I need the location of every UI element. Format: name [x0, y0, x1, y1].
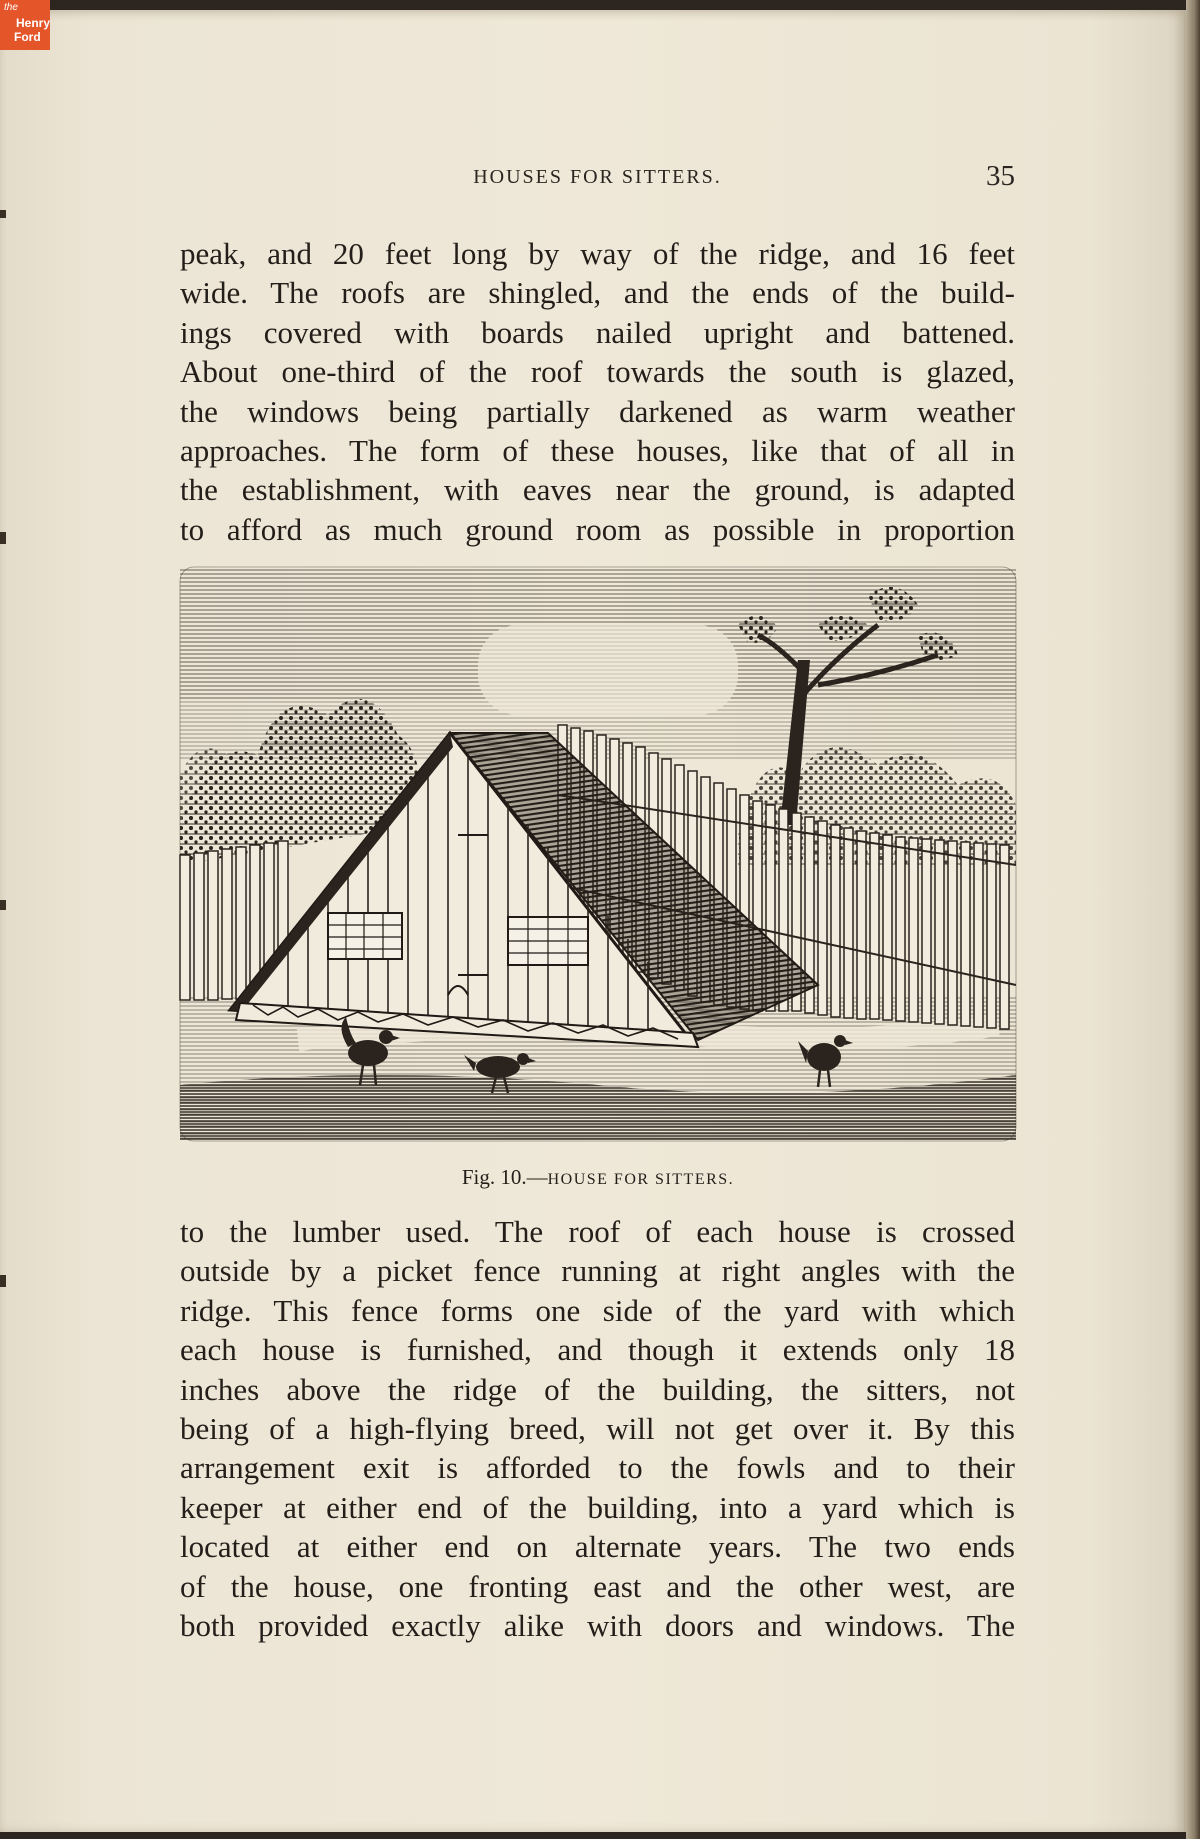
margin-mark: [0, 900, 6, 910]
text-line: to the lumber used. The roof of each house is crossed: [180, 1214, 1015, 1249]
logo-henry: Henry: [16, 16, 51, 30]
text-line: each house is furnished, and though it extends only 18: [180, 1332, 1015, 1368]
text-line: About one-third of the roof towards the south is glazed,: [180, 354, 1015, 390]
text-line: the establishment, with eaves near the ground, is adapted: [180, 472, 1015, 508]
text-line: peak, and 20 feet long by way of the ridge, and 16 feet: [180, 236, 1015, 271]
book-page: [0, 10, 1187, 1832]
page-number: 35: [986, 160, 1015, 192]
running-title: HOUSES FOR SITTERS.: [473, 166, 722, 188]
figure-house-for-sitters: [178, 565, 1018, 1189]
bottom-paragraph: [180, 1212, 1015, 1645]
text-line: being of a high-flying breed, will not get over it. By this: [180, 1411, 1015, 1447]
margin-mark: [0, 532, 6, 544]
text-line: both provided exactly alike with doors and windows. The: [180, 1608, 1015, 1644]
text-line: of the house, one fronting east and the other west, are: [180, 1568, 1015, 1604]
henry-ford-logo: [0, 0, 50, 50]
text-line: inches above the ridge of the building, the sitters, not: [180, 1371, 1015, 1407]
text-line: keeper at either end of the building, into a yard which is: [180, 1489, 1015, 1525]
text-line: approaches. The form of these houses, like that of all in: [180, 433, 1015, 469]
logo-the: the: [4, 2, 18, 13]
text-line: located at either end on alternate years. The two ends: [180, 1529, 1015, 1565]
text-line: the windows being partially darkened as warm weather: [180, 393, 1015, 429]
house-engraving-illustration: [178, 565, 1018, 1160]
caption-number: Fig. 10.—: [461, 1165, 548, 1189]
running-head: [180, 158, 1015, 198]
figure-caption: [178, 1165, 1018, 1190]
caption-title: HOUSE FOR SITTERS.: [547, 1171, 735, 1188]
top-paragraph: [180, 234, 1015, 549]
margin-mark: [0, 210, 6, 218]
logo-ford: Ford: [14, 30, 41, 44]
margin-mark: [0, 1275, 6, 1287]
text-line: to afford as much ground room as possible in proportion: [180, 511, 1015, 547]
text-line: outside by a picket fence running at right angles with the: [180, 1253, 1015, 1289]
text-line: wide. The roofs are shingled, and the ends of the build-: [180, 275, 1015, 311]
text-line: ings covered with boards nailed upright and battened.: [180, 314, 1015, 350]
text-line: arrangement exit is afforded to the fowls and to their: [180, 1450, 1015, 1486]
text-line: ridge. This fence forms one side of the yard with which: [180, 1292, 1015, 1328]
book-spine-edge: [1186, 0, 1200, 1839]
